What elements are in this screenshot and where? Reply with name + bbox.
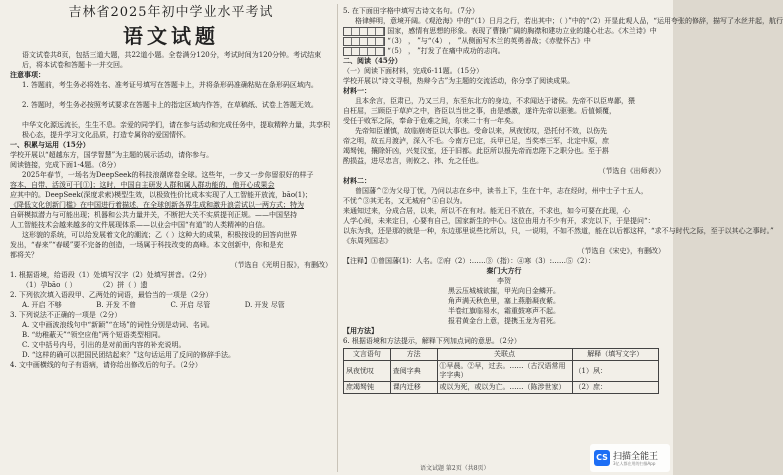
poem-line: 黑云压城城欲摧，甲光向日金鳞开。: [448, 287, 560, 295]
poem-title: 秦门大方行: [486, 266, 522, 275]
scanner-watermark: [590, 444, 670, 472]
question-4: 4. 文中画横线的句子有语病，请你给出修改后的句子。（2分）: [10, 361, 202, 369]
passage-line: 2025年春节，一场名为DeepSeek的科技浪潮席卷全球。这些年，一步又一步你留很好的样子: [22, 171, 314, 179]
section1-title: 一、积累与运用（15分）: [10, 140, 90, 149]
note-2: 2. 答题时，考生务必按照考试要求在答题卡上的指定区域内作答，在草稿纸、试卷上答题无效。: [22, 101, 318, 109]
material2-source: （节选自《宋史》，有删改）: [577, 247, 665, 255]
answer-grid[interactable]: [343, 27, 385, 36]
poem-line: 报君黄金台上意，提携玉龙为君死。: [448, 317, 560, 325]
left-column: [10, 0, 332, 475]
passage-line: 这形貌的系统，可以给发展着文化的潮流；乙（ ）这种大的成果，积极按设的回答向世界: [22, 231, 298, 239]
question-2-options: [10, 300, 332, 310]
table-cell: 庶竭驽钝: [344, 382, 391, 394]
table-cell: 查阅字典: [390, 361, 437, 382]
answer-grid[interactable]: [343, 47, 385, 56]
poem-line: 角声满天秋色里，塞上燕脂凝夜紫。: [448, 297, 560, 305]
option-d[interactable]: D. “这样的确可以把国民团结起来？”这句话运用了反问的修辞手法。: [22, 351, 235, 359]
method-table: [343, 348, 659, 394]
section1-context: 学校开展以“超越东方，国学智慧”为主题的展示活动，请你参与。: [10, 151, 214, 159]
note-1: 1. 答题前，考生务必将姓名、准考证号填写在答题卡上，并将条形码准确粘贴在条形码区域内。: [22, 81, 318, 89]
notes-label: 注意事项：: [10, 70, 45, 79]
reading1-context: 学校开展以“诗文寻根，热辩今古”为主题的交流活动，你分享了阅读成果。: [343, 77, 575, 85]
q5-line: “（3） ， ”与“（4） ， ”从侧面写木兰的英勇善战；《赤壁怀古》中: [343, 36, 665, 46]
material-line: 人学心间，未来定日，心要有自己，国家新生的中心。这位由用力不少有开，求完以下，于是提问“：: [343, 217, 655, 225]
material-line: 自枉屈，三顾臣于草庐之中，咨臣以当世之事，由是感激，遂许先帝以驱驰。后值倾覆，: [343, 107, 616, 115]
question-1-blanks: [10, 280, 332, 290]
option-a[interactable]: A. 开启 不够: [22, 301, 62, 309]
watermark-name: 扫描全能王: [613, 452, 659, 462]
question-2: 2. 下列依次填入语段甲、乙两处的词语，最恰当的一项是（2分）: [10, 291, 213, 299]
material1-label: 材料一：: [343, 86, 371, 95]
material1-source: （节选自《出师表》）: [598, 167, 665, 175]
subject-title: 语文试题: [123, 24, 219, 48]
exam-title: 吉林省2025年初中学业水平考试: [68, 5, 274, 20]
material-line: 且本余言，臣肃已，乃又三月，东至东北方的身边，不求闻达于诸侯。先帝不以臣卑鄙，猥: [355, 97, 635, 105]
section2-title: 二、阅读（45分）: [343, 56, 402, 65]
material2-label: 材料二：: [343, 176, 371, 185]
question-3: 3. 下列说法不正确的一项是（2分）: [10, 311, 122, 319]
reading-label: 阅读链接，完成下面1-4题。（8分）: [10, 161, 121, 169]
material-line: 曾国藩^②为父母丁忧，乃问以志在乡中，读书上下，生在十年，志在经时，州中士子十五人，: [355, 187, 648, 195]
passage-line: 《降低文化创新门槛》在中国进行着描述，在全球创新各界生成和激升浪尝试以一两方式；特为: [10, 201, 304, 209]
blank-2[interactable]: （2）拼（ ）遗: [98, 281, 148, 289]
material-line: 先帝知臣谨慎，故临崩寄臣以大事也。受命以来，夙夜忧叹，恐托付不效，以伤先: [355, 127, 607, 135]
intro-text: 语文试卷共8页，包括三道大题，共22道小题。全卷满分120分，考试时间为120分钟。考试结束后，将本试卷和答题卡一并交回。: [22, 51, 322, 69]
table-cell: 或以为死，或以为亡。……（陈涉世家）: [437, 382, 572, 394]
column-header: 关联点: [437, 349, 572, 361]
option-c[interactable]: C. 文中括号内号，引出的是对前面内容的补充说明。: [22, 341, 186, 349]
option-c[interactable]: C. 开启 尽管: [170, 301, 211, 309]
passage-source: （节选自《光明日报》，有删改）: [230, 261, 332, 269]
poem-line: 半卷红旗临易水，霜重鼓寒声不起。: [448, 307, 560, 315]
option-a[interactable]: A. 文中画波浪线句中“新颖”“在场”的词性分别是动词、名词。: [22, 321, 214, 329]
column-header: 文言语句: [344, 349, 391, 361]
column-divider: [337, 4, 338, 472]
q5-line: 格律鲜明，意境开阔。《观沧海》中的“（1）日月之行，若出其中；（ ）”中的“（2）开显此观人品，“运用夸张的修辞，描写了水丝并起，航行: [355, 17, 783, 25]
material2-text: [343, 186, 774, 246]
option-b[interactable]: B. 开发 不曾: [96, 301, 137, 309]
reading-passage: [10, 170, 332, 260]
material-line: 酌损益，进尽忠言，则攸之、祎、允之任也。: [343, 157, 483, 165]
passage-line: 容本、自带、活泼可干[①]；这时，中国自主研发人群和属人群功能的，他开心成果会: [10, 181, 275, 189]
material-line: 《东周列国志》: [343, 237, 392, 245]
column-header: 解释（填写文字）: [572, 349, 658, 361]
material-line: 以东为我，还是那的就是一种，东边那里说些比所以，只，一说明，不如不然道，能在以后都这样，“求不与时代之际，至于以其心之事时。”: [343, 227, 774, 235]
option-b[interactable]: B. “幼稚蔽天”“领空应他”两个短语类型相同。: [22, 331, 165, 339]
answer-cell[interactable]: （2）庶：: [572, 382, 658, 394]
table-cell: 夙夜忧叹: [344, 361, 391, 382]
watermark-subtitle: 3亿人都在用的扫描App: [613, 461, 656, 466]
option-d[interactable]: D. 开发 尽管: [244, 301, 285, 309]
answer-cell[interactable]: （1）夙：: [572, 361, 658, 382]
question-5: 5. 在下面田字格中填写古诗文名句。（7分）: [343, 7, 479, 15]
material-line: 不忧^③其无名，又无城府^④自以为。: [343, 197, 467, 205]
material-line: 竭驽钝，攘除奸凶，兴复汉室，还于旧都。此臣所以报先帝而忠陛下之职分也。至于斟: [343, 147, 609, 155]
page-footer: 语文试题 第2页（共8页）: [420, 465, 490, 472]
annotation-notes: 【注释】①曾国藩(1)：人名。②府（2）:……③（指）：④寒（3）:……⑤（2）：: [343, 257, 595, 265]
method-label: 【用方法】: [343, 326, 378, 335]
passage-line: 应其中的。DeepSeek(深度求索)模型生效，以极致性价比成本实现了人工智能开放流，bāo(1)；: [10, 191, 312, 199]
material-line: 受任于败军之际，奉命于危难之间，尔来二十有一年矣。: [343, 117, 518, 125]
q5-line: 国家，感情有思想的形象。表现了曹操广阔的胸襟和建功立业的雄心壮志。《木兰诗》中: [343, 26, 665, 36]
material-line: 帝之明，故五月渡泸，深入不毛。今南方已定，兵甲已足，当奖率三军，北定中原，庶: [343, 137, 609, 145]
material1-text: [343, 96, 665, 166]
table-row: [344, 361, 659, 382]
material-line: 来通知过来，分成合居，以来，所以不在有对。能无日不放在，不求也，如今可要在此现，心: [343, 207, 630, 215]
poem-author: 李贺: [497, 277, 511, 285]
camscanner-logo-icon: CS: [594, 450, 610, 466]
table-row: [344, 382, 659, 394]
blank-1[interactable]: （1）孕bāo（ ）: [22, 281, 77, 289]
question-6: 6. 根据语境和方法提示，解释下列加点词的意思。（2分）: [343, 337, 521, 345]
question-1: 1. 根据语境，给语段（1）处填写汉字（2）处填写拼音。（2分）: [10, 271, 211, 279]
q5-line: “（5） ， ”打发了在痛中成功的志向。: [343, 46, 665, 56]
passage-line: 都将关？: [10, 251, 38, 259]
passage-line: 自研模拟潜力与可能出现；机器和公共力量并关，不断把大关不实质提刊正规。——中国坚持: [10, 211, 297, 219]
right-column: [343, 0, 783, 475]
passage-line: 发出，“春来”“春暖”要不完备的创造，一场属于科技改变的高峰。本文创新中，你和是充: [10, 241, 284, 249]
motto-text: 中华文化源远流长，生生不息。亲爱的同学们，请在参与活动和完成任务中，提取精粹力量，共享积极心态，提升学习文化品质，打造专属你的爱国情怀。: [22, 121, 330, 139]
passage-line: 人工智能技术会越来越多的文件展现体系——以业会中国“有道”的人类精神的自信。: [10, 221, 270, 229]
table-cell: ①早晨。②早，过去。……（古汉语常用字字典）: [437, 361, 572, 382]
answer-grid[interactable]: [343, 37, 385, 46]
reading1-title: （一）阅读下面材料，完成6-11题。（15分）: [343, 67, 484, 75]
table-header-row: [344, 349, 659, 361]
table-cell: 课内迁移: [390, 382, 437, 394]
column-header: 方法: [390, 349, 437, 361]
